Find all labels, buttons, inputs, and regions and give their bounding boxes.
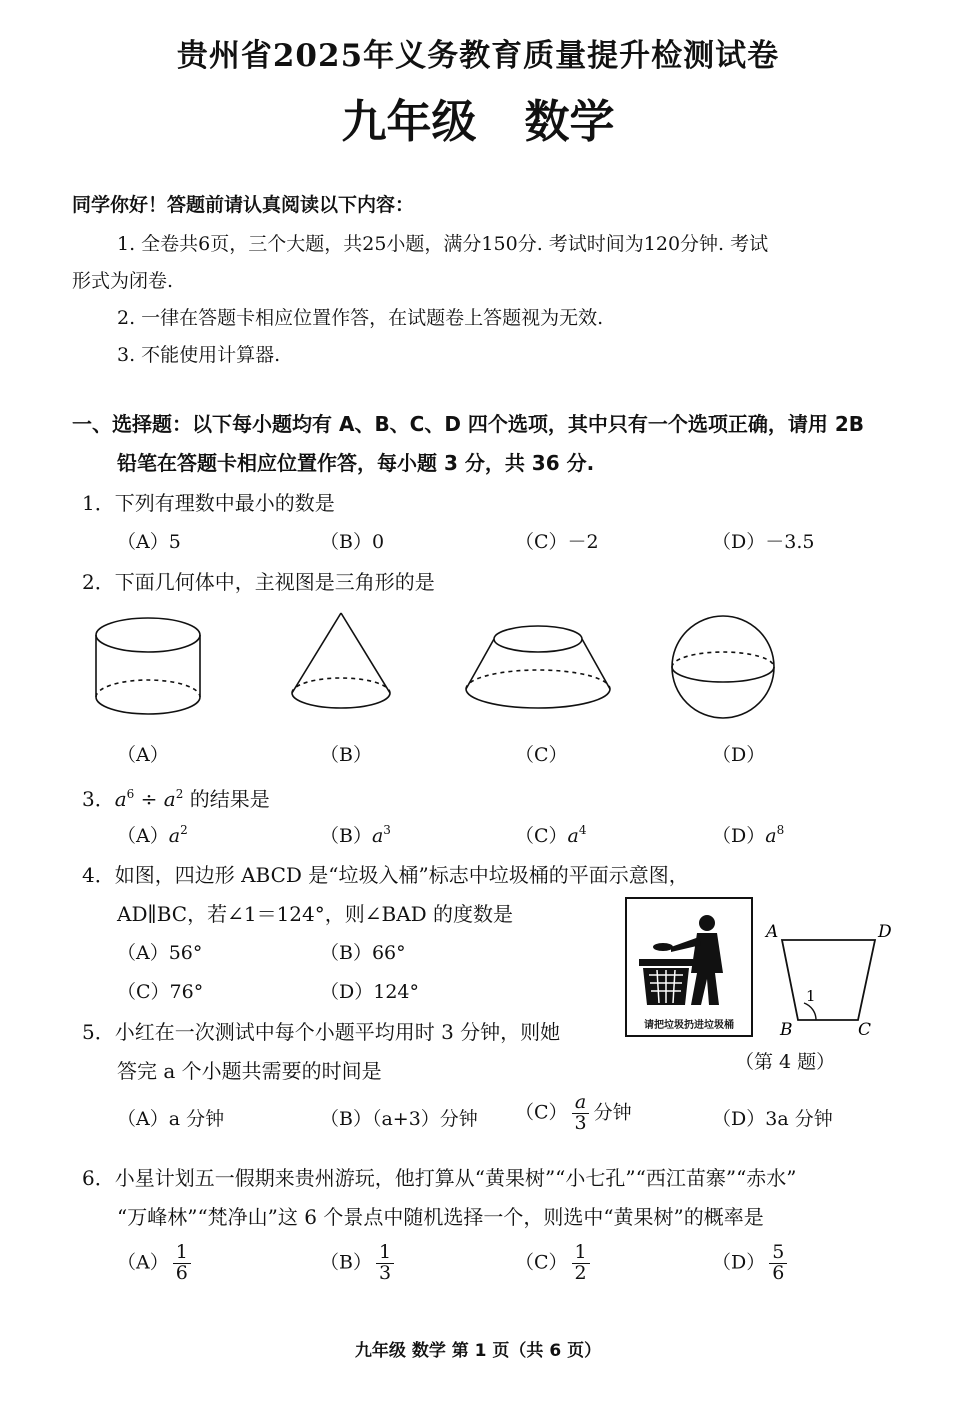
- angle-1-arc: [804, 1003, 816, 1020]
- q3-option-b: $(B)a^3$: [320, 823, 391, 847]
- q5-option-b: （B）（a+3）分钟: [320, 1108, 478, 1130]
- question-6-line2: “万峰林”“梵净山”这 6 个景点中随机选择一个，则选中“黄果树”的概率是: [117, 1205, 764, 1229]
- q2-label-d: （D）: [712, 744, 766, 766]
- q4-option-c: （C）76°: [117, 981, 204, 1003]
- vertex-a-label: A: [766, 922, 779, 942]
- q5-option-d: （D）3a 分钟: [712, 1108, 833, 1130]
- q4-option-d: （D）124°: [320, 981, 419, 1003]
- q2-label-c: （C）: [515, 744, 568, 766]
- q2-solids-figure: [80, 605, 800, 730]
- subject-label: 数学: [524, 95, 615, 148]
- q6-option-b: （B） $\frac{1}{3}$: [320, 1243, 398, 1284]
- trapezoid-abcd: [782, 940, 875, 1020]
- trash-sign: [625, 897, 753, 1037]
- instruction-3: 3. 不能使用计算器.: [117, 344, 281, 366]
- q5-option-a: （A）a 分钟: [117, 1108, 225, 1130]
- question-6-line1: 6．小星计划五一假期来贵州游玩，他打算从“黄果树”“小七孔”“西江苗寨”“赤水”: [82, 1166, 797, 1190]
- instruction-1-line2: 形式为闭卷.: [72, 270, 174, 292]
- exam-subtitle: [0, 85, 956, 150]
- cylinder-figure: [96, 618, 200, 714]
- section-1-heading-line1: 一、选择题：以下每小题均有 A、B、C、D 四个选项，其中只有一个选项正确，请用 2B: [72, 412, 865, 436]
- q2-label-a: （A）: [117, 744, 169, 766]
- trapezoid-figure: [760, 915, 905, 1040]
- question-5-line2: 答完 a 个小题共需要的时间是: [117, 1059, 382, 1083]
- q4-option-a: （A）56°: [117, 942, 203, 964]
- greeting: 同学你好！答题前请认真阅读以下内容：: [72, 194, 415, 216]
- question-4-line1: 4．如图，四边形 ABCD 是“垃圾入桶”标志中垃圾桶的平面示意图，: [82, 863, 689, 887]
- grade-label: 九年级: [341, 95, 477, 148]
- sphere-figure: [672, 616, 774, 718]
- q6-option-a: （A） $\frac{1}{6}$: [117, 1243, 195, 1284]
- q1-option-a: （A）5: [117, 531, 181, 553]
- instruction-1-line1: 1. 全卷共6页，三个大题，共25小题，满分150分. 考试时间为120分钟. 考试: [117, 233, 769, 255]
- question-2-stem: 2．下面几何体中，主视图是三角形的是: [82, 570, 435, 594]
- question-5-line1: 5．小红在一次测试中每个小题平均用时 3 分钟，则她: [82, 1020, 561, 1044]
- q3-option-a: $(A)a^2$: [117, 823, 188, 847]
- vertex-d-label: D: [878, 922, 892, 942]
- trash-person-icon: [627, 903, 751, 1015]
- q1-option-b: （B）0: [320, 531, 385, 553]
- figure-4-caption: （第 4 题）: [735, 1051, 836, 1073]
- question-1-stem: 1．下列有理数中最小的数是: [82, 491, 335, 515]
- exam-title: 贵州省2025年义务教育质量提升检测试卷: [176, 38, 780, 74]
- q6-option-c: （C） $\frac{1}{2}$: [515, 1243, 594, 1284]
- page-footer: 九年级 数学 第 1 页（共 6 页）: [354, 1341, 602, 1361]
- question-4-line2: AD∥BC，若∠1＝124°，则∠BAD 的度数是: [117, 902, 514, 926]
- frustum-figure: [466, 626, 610, 708]
- q2-label-b: （B）: [320, 744, 372, 766]
- angle-1-label: 1: [806, 987, 816, 1005]
- q3-option-c: $(C)a^4$: [515, 823, 587, 847]
- question-3-stem: 3．$a^6 \div a^2$ 的结果是: [82, 787, 270, 811]
- q6-option-d: （D） $\frac{5}{6}$: [712, 1243, 791, 1284]
- q5-option-c: （C） $\frac{a}{3}$ 分钟: [515, 1091, 632, 1134]
- vertex-b-label: B: [780, 1020, 793, 1040]
- instruction-2: 2. 一律在答题卡相应位置作答，在试题卷上答题视为无效.: [117, 307, 604, 329]
- q1-option-d: （D）－3.5: [712, 531, 815, 553]
- vertex-c-label: C: [858, 1020, 872, 1040]
- q3-option-d: $(D)a^8$: [712, 823, 785, 847]
- q1-option-c: （C）－2: [515, 531, 599, 553]
- sign-caption: 请把垃圾扔进垃圾桶: [644, 1020, 734, 1031]
- cone-figure: [292, 613, 390, 708]
- q4-option-b: （B）66°: [320, 942, 406, 964]
- section-1-heading-line2: 铅笔在答题卡相应位置作答，每小题 3 分，共 36 分.: [117, 451, 595, 475]
